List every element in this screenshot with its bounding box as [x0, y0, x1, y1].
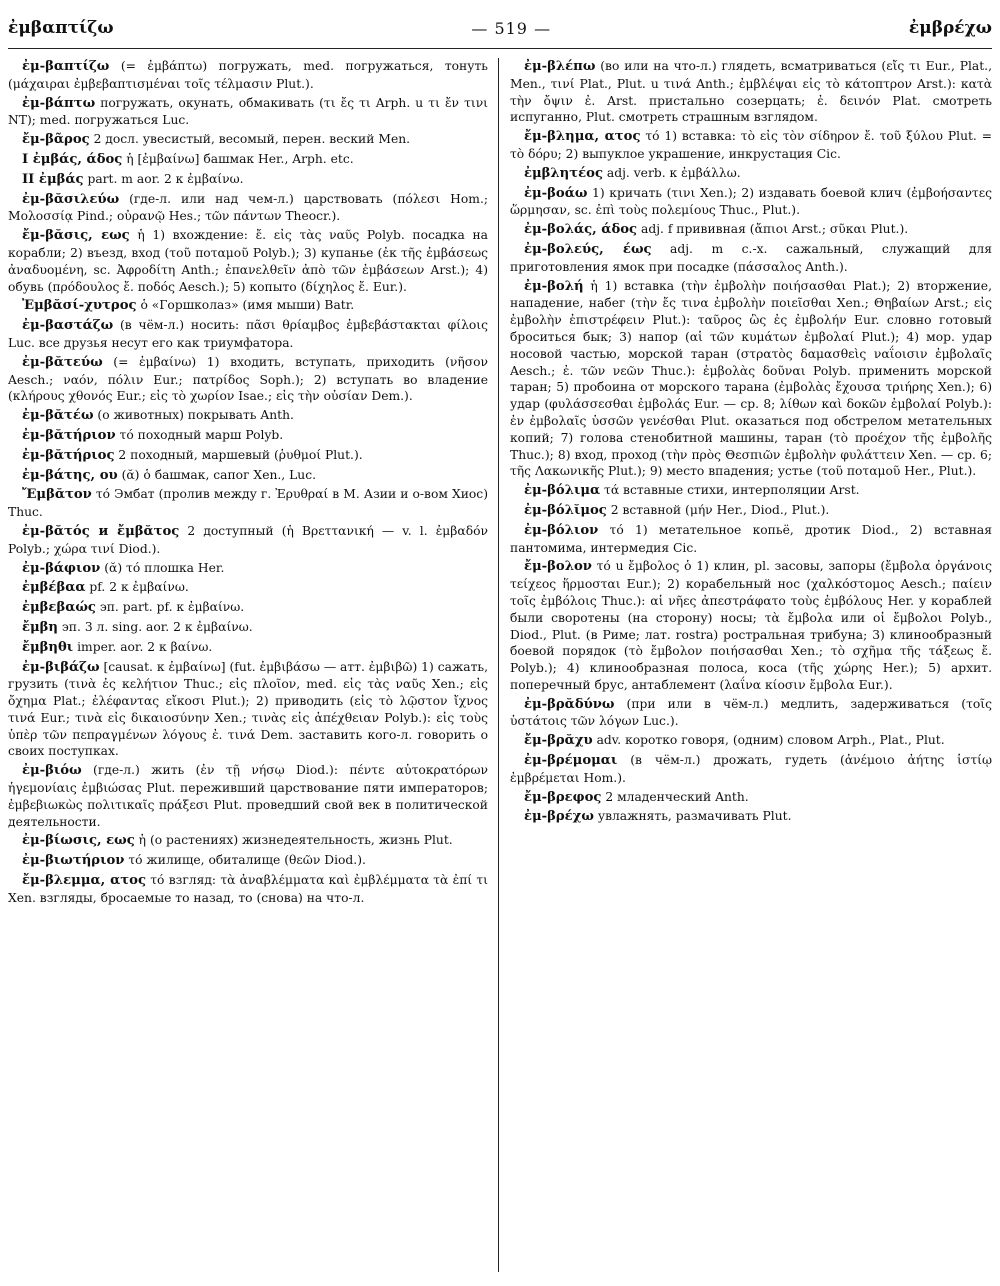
entry-headword: ἐμ-βάπτω: [22, 95, 96, 111]
header-left-headword: ἐμβαπτίζω: [8, 18, 114, 38]
page-number: — 519 —: [471, 18, 552, 38]
entry-definition: 2 досл. увесистый, весомый, перен. веский Men.: [89, 132, 411, 147]
entry-headword: ἔμ-βᾰσις, εως: [22, 228, 130, 244]
dictionary-entry: [8, 191, 488, 226]
entry-headword: ἐμ-βᾰτήριον: [22, 427, 116, 443]
entry-definition: adj. f прививная (ἄπιοι Arst.; σῦκαι Plut.).: [637, 222, 909, 237]
dictionary-entry: [8, 639, 488, 657]
entry-headword: ἐμβλητέος: [524, 165, 603, 181]
dictionary-entry: [510, 185, 992, 220]
entry-definition: 1) кричать (τινι Xen.); 2) издавать боевой клич (ἐμβοήσαντες ὥρμησαν, sc. ἐπὶ τοὺς πολεμίους Thuc., Plut.).: [510, 185, 992, 218]
dictionary-entry: [510, 128, 992, 163]
dictionary-entry: [510, 696, 992, 731]
entry-headword: ἐμ-βίωσις, εως: [22, 833, 135, 849]
entry-definition: (при или в чём-л.) медлить, задерживаться (τοῖς ὑστάτοις τῶν λόγων Luc.).: [510, 696, 992, 729]
dictionary-entry: [8, 317, 488, 352]
dictionary-entry: [510, 522, 992, 557]
dictionary-entry: [8, 599, 488, 617]
entry-definition: (в чём-л.) носить: πᾶσι θρίαμβος ἐμβεβάστακται φίλοις Luc. все друзья несут его как триумфатора.: [8, 318, 488, 350]
entry-definition: adv. коротко говоря, (одним) словом Arph., Plat., Plut.: [592, 733, 945, 748]
dictionary-entry: [8, 659, 488, 761]
dictionary-entry: [510, 482, 992, 500]
entry-headword: ἐμ-βιβάζω: [22, 659, 100, 675]
dictionary-entry: [8, 427, 488, 445]
entry-definition: τό Эмбат (пролив между г. Ἐρυθραί в М. Азии и о-вом Хиос) Thuc.: [8, 487, 488, 520]
dictionary-entry: [8, 407, 488, 425]
entry-headword: ἐμ-βλέπω: [524, 59, 596, 74]
dictionary-entry: [8, 560, 488, 578]
dictionary-entry: [8, 523, 488, 558]
dictionary-entry: [8, 762, 488, 830]
entry-definition: 2 походный, маршевый (ῥυθμοί Plut.).: [114, 447, 363, 462]
entry-definition: увлажнять, размачивать Plut.: [593, 809, 792, 824]
dictionary-entry: [510, 808, 992, 826]
entry-definition: (= ἐμβαίνω) 1) входить, вступать, приходить (νῆσον Aesch.; ναόν, πόλιν Eur.; πατρίδος Soph.); 2) вступать во владение (κλήρους χθονός Eur.; εἰς τὸ χωρίον Isae.; εἰς τὴν οὐσίαν Dem.).: [8, 354, 488, 404]
entry-headword: ἔμβηθι: [22, 639, 74, 655]
column-divider: [498, 58, 499, 1272]
entry-headword: ἐμ-βόλῐμος: [524, 502, 607, 518]
entry-headword: ἐμ-βᾰτός и ἔμβᾰτος: [22, 523, 180, 539]
dictionary-entry: [8, 832, 488, 850]
entry-definition: adj. m с.-х. сажальный, служащий для приготовления ямок при посадке (πάσσαλος Anth.).: [510, 241, 992, 274]
entry-definition: τό взгляд: τὰ ἀναβλέμματα καὶ ἐμβλέμματα τὰ ἐπί τι Xen. взгляды, бросаемые то назад, то (снова) на что-л.: [8, 873, 488, 905]
entry-definition: (ᾰ) ὁ башмак, сапог Xen., Luc.: [117, 467, 316, 482]
entry-definition: (в чём-л.) дрожать, гудеть (ἀνέμοιο ἀήτης ἱστίῳ ἐμβρέμεται Hom.).: [510, 753, 992, 785]
entry-definition: τό u ἔμβολος ὁ 1) клин, pl. засовы, запоры (ἔμβολα ὀργάνοις τείχεος ἥρμοσται Eur.); 2) корабельный нос (χαλκόστομος Aesch.; παίειν τοῖς ἐμβόλοις Thuc.): αἱ νῆες ἀπεστράφατο τοὺς ἐμβόλους Her. у кораблей были своротены (на сторону) носы; τὰ ἔμβολα или οἱ ἔμβολοι Polyb., Diod., Plut. (в Риме; лат. rostra) ростральная трибуна; 3) клинообразный боевой порядок (τὸ ἔμβολον ποιήσασθαι Xen.; τὸ σχῆμα τῆς τάξεως ἔ. Polyb.); 4) клинообразная полоса, коса (τῆς χώρης Her.); 5) архит. поперечный брус, антаблемент (λαΐνα κίοσιν ἔμβολα Eur.).: [510, 559, 992, 692]
entry-definition: эп. 3 л. sing. aor. 2 к ἐμβαίνω.: [58, 619, 253, 634]
entry-definition: погружать, окунать, обмакивать (τι ἔς τι Arph. u τι ἔν τινι NT); med. погружаться Luc.: [8, 95, 488, 128]
entry-headword: ἔμ-βρᾰχυ: [524, 733, 593, 749]
entry-headword: ἐμ-βάφιον: [22, 560, 101, 576]
dictionary-entry: [510, 241, 992, 276]
entry-headword: ἐμ-βόλιμα: [524, 483, 601, 499]
entry-headword: Ἐμβᾰσί-χυτρος: [22, 298, 137, 314]
entry-headword: ἐμβεβαώς: [22, 600, 96, 616]
entry-definition: adj. verb. к ἐμβάλλω.: [602, 165, 741, 180]
entry-definition: [causat. к ἐμβαίνω] (fut. ἐμβιβάσω — атт. ἐμβιβῶ) 1) сажать, грузить (τινὰ ἐς κελήτιον Thuc.; εἰς πλοῖον, med. εἰς τὰς ναῦς Xen.; εἰς ὄχημα Plat.; ἐλέφαντας εἴκοσι Plut.); 2) приводить (εἰς τὸ λῷστον ἴχνος τινά Eur.; τινὰ εἰς δικαιοσύνην Xen.; τινὰς εἰς ἀπέχθειαν Polyb.): εἰς τοὺς ὑπὲρ τῶν πεπραγμένων λόγους ἐ. τινά Dem. заставить кого-л. говорить о своих поступках.: [8, 659, 488, 759]
dictionary-entry: [510, 165, 992, 183]
entry-headword: ἔμ-βολον: [524, 559, 592, 575]
entry-definition: ἡ [ἐμβαίνω] башмак Her., Arph. etc.: [122, 151, 354, 166]
dictionary-entry: [8, 872, 488, 907]
dictionary-entry: [510, 752, 992, 787]
entry-headword: ἐμ-βιόω: [22, 763, 82, 779]
dictionary-entry: [510, 732, 992, 750]
dictionary-entry: [8, 467, 488, 485]
entry-headword: ἐμ-βιωτήριον: [22, 853, 125, 869]
dictionary-entry: [8, 227, 488, 295]
header-rule: [8, 48, 992, 49]
entry-definition: (о животных) покрывать Anth.: [93, 408, 294, 423]
right-column: [510, 58, 992, 1272]
entry-definition: τό жилище, обиталище (θεῶν Diod.).: [124, 853, 366, 868]
entry-headword: ἐμβέβαα: [22, 580, 86, 596]
entry-definition: part. m aor. 2 к ἐμβαίνω.: [83, 171, 244, 186]
entry-headword: ἐμ-βαστάζω: [22, 318, 114, 334]
entry-definition: 2 младенческий Anth.: [601, 789, 749, 804]
entry-headword: ἐμ-βρέχω: [524, 809, 594, 825]
entry-definition: 2 вставной (μήν Her., Diod., Plut.).: [606, 502, 830, 517]
entry-definition: эп. part. pf. к ἐμβαίνω.: [95, 600, 245, 615]
entry-definition: (во или на что-л.) глядеть, всматриваться (εἴς τι Eur., Plat., Men., τινί Plat., Plut. u τινά Anth.; ἐμβλέψαι εἰς τὸ κάτοπτρον Arst.): κατὰ τὴν ὄψιν ἐ. Arst. пристально созерцать; ἐ. δεινόν Plat. смотреть испуганно, Plut. смотреть страшным взглядом.: [510, 59, 992, 125]
dictionary-entry: [510, 58, 992, 126]
dictionary-entry: [8, 486, 488, 521]
entry-definition: (где-л.) жить (ἐν τῇ νήσῳ Diod.): πέντε αὐτοκρατόρων ἡγεμονίαις ἐμβιώσας Plut. переживший царствование пяти императоров; ἐμβεβιωκὼς πολιτικαῖς πράξεσι Plut. проведший свой век в политической деятельности.: [8, 763, 488, 829]
page-header: [8, 14, 992, 42]
entry-headword: ἐμ-βᾰσιλεύω: [22, 191, 120, 207]
entry-headword: ἔμ-βλεμμα, ατος: [22, 873, 146, 889]
entry-headword: ἐμ-βολάς, άδος: [524, 222, 638, 238]
dictionary-entry: [8, 171, 488, 189]
entry-definition: ἡ (о растениях) жизнедеятельность, жизнь Plut.: [134, 833, 453, 848]
entry-definition: ἡ 1) вставка (τὴν ἐμβολὴν ποιήσασθαι Plat.); 2) вторжение, нападение, набег (τὴν ἔς τινα ἐμβολὴν ποιεῖσθαι Xen.; Θηβαίων Arst.; εἰς ἐμβολὴν ἐπιστρέφειν Plut.): ταῦρος ὣς ἐς ἐμβολήν Eur. словно готовый броситься бык; 3) напор (αἱ τῶν κυμάτων ἐμβολαί Plut.); 4) мор. удар носовой частью, морской таран (στρατὸς δαμασθεὶς ναΐοισιν ἐμβολαῖς Aesch.; ἐ. τῶν νεῶν Thuc.): ἐμβολὰς δοῦναι Polyb. применить морской таран; 5) пробоина от морского тарана (ἐμβολὰς ἔχουσα τριήρης Xen.); 6) удар (φυλάσσεσθαι ἐμβολάς Eur. — ср. 8; λίθων καὶ δοκῶν ἐμβολαί Polyb.): ἐν ἐμβολαῖς ὑσσῶν γενέσθαι Plut. оказаться под обстрелом метательных копий; 7) голова стенобитной машины, таран (τὸ προέχον τῆς ἐμβολῆς Thuc.); 8) вход, проход (τὴν πρὸς Θεσπιῶν ἐμβολὴν φυλάττειν Xen. — ср. 6; τῆς Λακωνικῆς Plut.); 9) место впадения; устье (τοῦ ποταμοῦ Her., Plut.).: [510, 278, 992, 479]
entry-headword: ἐμ-βόλιον: [524, 522, 599, 538]
entry-definition: (= ἐμβάπτω) погружать, med. погружаться, тонуть (μάχαιραι ἐμβεβαπτισμέναι τοῖς τέλμασιν Plut.).: [8, 59, 488, 91]
entry-headword: ἔμ-βρεφος: [524, 789, 602, 805]
entry-headword: ἐμ-βρᾰδύνω: [524, 696, 615, 712]
dictionary-entry: [8, 354, 488, 405]
entry-headword: ἔμ-βλημα, ατος: [524, 129, 641, 145]
entry-headword: ἐμ-βοάω: [524, 185, 588, 201]
entry-headword: ἐμ-βολή: [524, 278, 584, 294]
dictionary-entry: [8, 131, 488, 149]
dictionary-entry: [8, 95, 488, 130]
entry-headword: ἐμ-βᾰτήριος: [22, 447, 115, 463]
entry-headword: ἔμβη: [22, 619, 59, 635]
dictionary-entry: [510, 502, 992, 520]
entry-definition: (ᾰ) τό плошка Her.: [100, 560, 225, 575]
dictionary-entry: [510, 278, 992, 481]
entry-definition: τά вставные стихи, интерполяции Arst.: [600, 483, 860, 498]
dictionary-entry: [8, 151, 488, 169]
dictionary-entry: [8, 852, 488, 870]
dictionary-entry: [8, 619, 488, 637]
entry-headword: ἐμ-βολεύς, έως: [524, 241, 652, 257]
entry-headword: I ἐμβάς, άδος: [22, 151, 123, 167]
entry-definition: imper. aor. 2 к βαίνω.: [73, 639, 213, 654]
entry-definition: τό 1) метательное копьё, дротик Diod., 2) вставная пантомима, интермедия Cic.: [510, 522, 992, 555]
entry-headword: ἐμ-βάτης, ου: [22, 467, 118, 483]
left-column: [8, 58, 488, 1272]
entry-definition: τό 1) вставка: τὸ εἰς τὸν σίδηρον ἔ. τοῦ ξύλου Plut. = τὸ δόρυ; 2) выпуклое украшение, инкрустация Cic.: [510, 129, 992, 161]
entry-definition: ἡ 1) вхождение: ἔ. εἰς τὰς ναῦς Polyb. посадка на корабли; 2) въезд, вход (τοῦ ποταμοῦ Polyb.); 3) купанье (ἐκ τῆς ἐμβάσεως ἀναδυομένη, sc. Ἀφροδίτη Anth.; ἐπανελθεῖν ἀπὸ τῶν ἐμβάσεων Arst.); 4) обувь (πρόδουλος ἔ. ποδός Aesch.); 5) копыто (δίχηλος ἔ. Eur.).: [8, 228, 488, 294]
dictionary-entry: [8, 447, 488, 465]
dictionary-entry: [510, 221, 992, 239]
entry-headword: ἔμ-βᾶρος: [22, 132, 90, 148]
entry-definition: (где-л. или над чем-л.) царствовать (πόλεσι Hom.; Μολοσσίᾳ Pind.; οὐρανῷ Hes.; τῶν πάντων Theocr.).: [8, 191, 488, 224]
entry-headword: ἐμ-βαπτίζω: [22, 59, 110, 74]
entry-definition: pf. 2 к ἐμβαίνω.: [85, 580, 189, 595]
entry-headword: ἐμ-βᾰτεύω: [22, 354, 103, 370]
entry-definition: τό походный марш Polyb.: [115, 427, 284, 442]
dictionary-entry: [8, 58, 488, 93]
entry-headword: II ἐμβάς: [22, 171, 84, 187]
entry-definition: ὁ «Горшколаз» (имя мыши) Batr.: [136, 298, 355, 313]
dictionary-entry: [510, 789, 992, 807]
dictionary-entry: [510, 558, 992, 693]
entry-headword: ἐμ-βᾰτέω: [22, 408, 94, 424]
dictionary-entry: [8, 297, 488, 315]
dictionary-entry: [8, 579, 488, 597]
entry-headword: ἐμ-βρέμομαι: [524, 753, 618, 769]
entry-headword: Ἔμβᾰτον: [22, 487, 92, 503]
entry-definition: 2 доступный (ἡ Βρεττανική — v. l. ἐμβαδόν Polyb.; χώρα τινί Diod.).: [8, 523, 488, 556]
header-right-headword: ἐμβρέχω: [908, 18, 992, 38]
